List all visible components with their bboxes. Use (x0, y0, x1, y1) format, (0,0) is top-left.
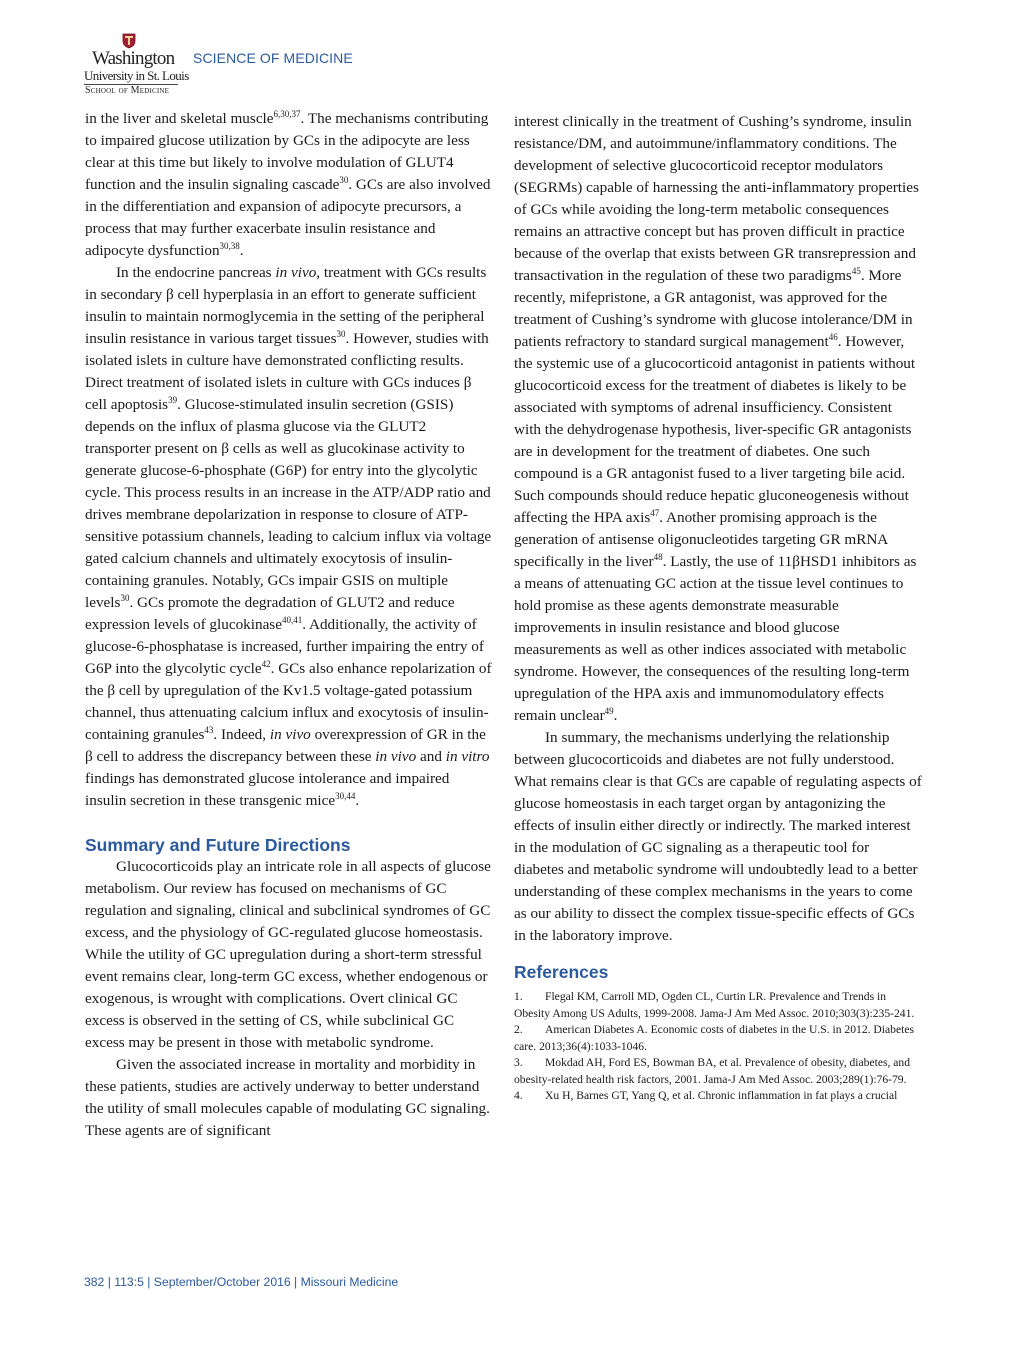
reference-item (514, 1022, 922, 1055)
text-run: . Another promising approach is the generation of antisense oligonucleotides targeting GR mRNA specifically in the liver (514, 509, 888, 570)
citation: 40,41 (281, 615, 303, 625)
section-heading-references: References (514, 962, 609, 982)
right-column (514, 111, 922, 1105)
text-run: and (416, 748, 446, 765)
italic-term: in vivo (275, 264, 317, 281)
paragraph-pancreas (85, 262, 492, 812)
logo-subtitle: University in St. Louis (84, 68, 189, 83)
citation: 30,44 (335, 791, 356, 801)
section-spacer (85, 812, 492, 826)
italic-term: in vitro (445, 748, 490, 765)
text-run: . (613, 707, 618, 724)
section-heading-summary: Summary and Future Directions (85, 835, 351, 855)
reference-list (514, 989, 922, 1105)
text-run: In the endocrine pancreas (116, 264, 276, 281)
text-run: . (355, 792, 360, 809)
citation: 30 (336, 329, 346, 339)
reference-item (514, 1088, 922, 1105)
citation: 30,38 (219, 241, 240, 251)
citation: 49 (604, 706, 614, 716)
text-run: . The mechanisms contributing to impaired glucose utilization by GCs in the adipocyte are less clear at this time but likely to involve modulation of GLUT4 function and the insulin signaling cascade (85, 110, 489, 193)
text-run: . Indeed, (213, 726, 270, 743)
logo-school: School of Medicine (85, 85, 170, 96)
text-run: . Lastly, the use of 11βHSD1 inhibitors as a means of attenuating GC action at the tissue level continues to hold promise as these agents demonstrate measurable improvements in insulin resistance and blood glucose measurements as well as other indices associated with metabolic syndrome. However, the consequences of the resulting long-term upregulation of the HPA axis and immunomodulatory effects remain unclear (514, 553, 917, 724)
citation: 45 (851, 266, 861, 276)
citation: 47 (650, 508, 660, 518)
text-run: . Additionally, the activity of glucose-6-phosphatase is increased, further impairing the entry of G6P into the glycolytic cycle (85, 616, 484, 677)
italic-term: in vivo (375, 748, 417, 765)
text-run: , treatment with GCs results in secondary β cell hyperplasia in an effort to generate sufficient insulin to maintain normoglycemia in the setting of the peripheral insulin resistance in various target tissues (85, 264, 487, 347)
text-run: . GCs also enhance repolarization of the β cell by upregulation of the Kv1.5 voltage-gated potassium channel, thus attenuating calcium influx and exocytosis of insulin-containing granules (85, 660, 492, 743)
text-run: in the liver and skeletal muscle (85, 110, 274, 127)
text-run: . (239, 242, 244, 259)
crest-icon (122, 33, 136, 49)
citation: 46 (828, 332, 838, 342)
text-run: findings has demonstrated glucose intolerance and impaired insulin secretion in these transgenic mice (85, 770, 450, 809)
reference-text: Flegal KM, Carroll MD, Ogden CL, Curtin LR. Prevalence and Trends in Obesity Among US Adults, 1999-2008. Jama-J Am Med Assoc. 2010;303(3):235-241. (514, 990, 915, 1020)
text-run: . GCs promote the degradation of GLUT2 and reduce expression levels of glucokinase (85, 594, 455, 633)
paragraph-gc-modulators (514, 111, 922, 727)
reference-number: 4. (514, 1089, 523, 1102)
text-run: interest clinically in the treatment of Cushing’s syndrome, insulin resistance/DM, and autoimmune/inflammatory conditions. The development of selective glucocorticoid receptor modulators (SEGRMs) capable of harnessing the anti-inflammatory properties of GCs while avoiding the long-term metabolic consequences remains an attractive concept but has proven difficult in practice because of the overlap that exists between GR transrepression and transactivation in the regulation of these two paradigms (514, 113, 919, 284)
reference-number: 1. (514, 990, 523, 1003)
citation: 43 (204, 725, 214, 735)
text-run: . GCs are also involved in the differentiation and expansion of adipocyte precursors, a process that may further exacerbate insulin resistance and adipocyte dysfunction (85, 176, 491, 259)
citation: 30 (339, 175, 349, 185)
text-run: . More recently, mifepristone, a GR antagonist, was approved for the treatment of Cushing’s syndrome with glucose intolerance/DM in patients refractory to standard surgical management (514, 267, 913, 350)
reference-text: Xu H, Barnes GT, Yang Q, et al. Chronic inflammation in fat plays a crucial (545, 1089, 898, 1102)
reference-item (514, 1055, 922, 1088)
reference-text: Mokdad AH, Ford ES, Bowman BA, et al. Prevalence of obesity, diabetes, and obesity-related health risk factors, 2001. Jama-J Am Med Assoc. 2003;289(1):76-79. (514, 1056, 911, 1086)
paragraph-summary-2: Given the associated increase in mortality and morbidity in these patients, studies are actively underway to better understand the utility of small molecules capable of modulating GC signaling. These agents are of significant (85, 1056, 490, 1139)
citation: 48 (653, 552, 663, 562)
logo-wordmark: Washington (92, 48, 175, 69)
section-label: SCIENCE OF MEDICINE (193, 50, 353, 66)
reference-number: 2. (514, 1023, 523, 1036)
paragraph-in-summary: In summary, the mechanisms underlying the relationship between glucocorticoids and diabetes are not fully understood. What remains clear is that GCs are capable of regulating aspects of glucose homeostasis in each target organ by antagonizing the effects of insulin either directly or indirectly. The marked interest in the modulation of GC signaling as a therapeutic tool for diabetes and metabolic syndrome will undoubtedly lead to a better understanding of these complex mechanisms in the years to come as our ability to dissect the complex tissue-specific effects of GCs in the laboratory improve. (514, 729, 922, 944)
citation: 30 (120, 593, 130, 603)
reference-text: American Diabetes A. Economic costs of diabetes in the U.S. in 2012. Diabetes care. 2013;36(4):1033-1046. (514, 1023, 914, 1053)
page-footer: 382 | 113:5 | September/October 2016 | Missouri Medicine (84, 1275, 399, 1289)
paragraph-liver-muscle (85, 108, 492, 262)
paragraph-summary-1: Glucocorticoids play an intricate role in all aspects of glucose metabolism. Our review has focused on mechanisms of GC regulation and signaling, clinical and subclinical syndromes of GC excess, and the physiology of GC-regulated glucose homeostasis. While the utility of GC upregulation during a short-term stressful event remains clear, long-term GC excess, whether endogenous or exogenous, is wrought with complications. Overt clinical GC excess is observed in the setting of CS, while subclinical GC excess may be present in those with metabolic syndrome. (85, 858, 491, 1051)
reference-item (514, 989, 922, 1022)
text-run: . However, studies with isolated islets in culture have demonstrated conflicting results. Direct treatment of isolated islets in culture with GCs induces β cell apoptosis (85, 330, 489, 413)
text-run: . However, the systemic use of a glucocorticoid antagonist in patients without glucocorticoid excess for the treatment of diabetes is likely to be associated with symptoms of adrenal insufficiency. Consistent with the dehydrogenase hypothesis, liver-specific GR antagonists are in development for the treatment of diabetes. One such compound is a GR antagonist fused to a liver targeting bile acid. Such compounds should reduce hepatic gluconeogenesis without affecting the HPA axis (514, 333, 916, 526)
citation: 6,30,37 (273, 109, 301, 119)
text-run: overexpression of GR in the β cell to address the discrepancy between these (85, 726, 486, 765)
university-logo[interactable] (84, 33, 189, 96)
italic-term: in vivo (269, 726, 311, 743)
text-run: . Glucose-stimulated insulin secretion (GSIS) depends on the influx of plasma glucose via the GLUT2 transporter present on β cells as well as glucokinase activity to generate glucose-6-phosphate (G6P) for entry into the glycolytic cycle. This process results in an increase in the ATP/ADP ratio and drives membrane depolarization in response to closure of ATP-sensitive potassium channels, leading to calcium influx via voltage gated calcium channels and ultimately exocytosis of insulin-containing granules. Notably, GCs impair GSIS on multiple levels (85, 396, 492, 611)
reference-number: 3. (514, 1056, 523, 1069)
citation: 39 (168, 395, 178, 405)
left-column (85, 108, 492, 1142)
citation: 42 (261, 659, 271, 669)
